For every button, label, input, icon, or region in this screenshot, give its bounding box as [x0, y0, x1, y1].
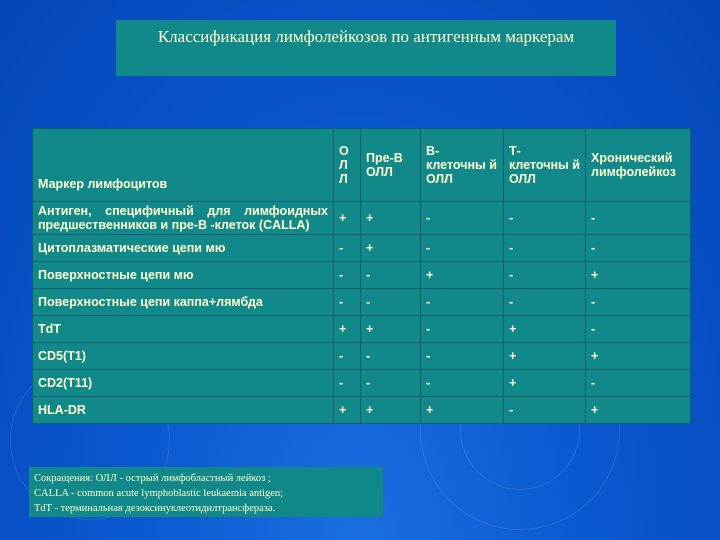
value-cell: -	[334, 370, 361, 397]
marker-cell: CD2(T11)	[33, 370, 334, 397]
marker-cell: Цитоплазматические цепи мю	[33, 235, 334, 262]
marker-cell: HLA-DR	[33, 397, 334, 424]
value-cell: +	[361, 397, 421, 424]
value-cell: -	[421, 202, 504, 235]
marker-cell: TdT	[33, 316, 334, 343]
table-row	[33, 370, 691, 397]
value-cell: -	[334, 343, 361, 370]
value-cell: -	[361, 343, 421, 370]
value-cell: +	[361, 202, 421, 235]
table-row	[33, 235, 691, 262]
value-cell: -	[586, 202, 691, 235]
slide-title: Классификация лимфолейкозов по антигенным маркерам	[116, 20, 616, 76]
value-cell: +	[334, 397, 361, 424]
marker-cell: Поверхностные цепи каппа+лямбда	[33, 289, 334, 316]
column-header: Хронический лимфолейкоз	[586, 129, 691, 202]
value-cell: -	[361, 262, 421, 289]
value-cell: +	[586, 262, 691, 289]
value-cell: -	[586, 370, 691, 397]
value-cell: +	[586, 343, 691, 370]
abbreviations-note	[29, 467, 383, 517]
value-cell: +	[361, 235, 421, 262]
table-row	[33, 397, 691, 424]
table-header-row	[33, 129, 691, 202]
value-cell: +	[504, 343, 586, 370]
value-cell: -	[421, 316, 504, 343]
note-line: CALLA - common acute lymphoblastic leukaemia antigen;	[34, 488, 284, 499]
value-cell: -	[334, 262, 361, 289]
note-line: Сокращения: ОЛЛ - острый лимфобластный лейкоз ;	[34, 473, 271, 484]
value-cell: +	[504, 316, 586, 343]
value-cell: +	[361, 316, 421, 343]
value-cell: +	[334, 316, 361, 343]
column-header: В-клеточны й ОЛЛ	[421, 129, 504, 202]
table-row	[33, 262, 691, 289]
value-cell: +	[421, 397, 504, 424]
value-cell: -	[504, 289, 586, 316]
value-cell: +	[334, 202, 361, 235]
value-cell: -	[421, 343, 504, 370]
value-cell: -	[334, 235, 361, 262]
table-row	[33, 316, 691, 343]
value-cell: -	[504, 262, 586, 289]
value-cell: -	[421, 235, 504, 262]
value-cell: -	[504, 202, 586, 235]
value-cell: -	[586, 235, 691, 262]
value-cell: -	[586, 289, 691, 316]
value-cell: +	[586, 397, 691, 424]
value-cell: +	[421, 262, 504, 289]
marker-cell: Антиген, специфичный для лимфоидных предшественников и пре-В -клеток (CALLA)	[33, 202, 334, 235]
value-cell: +	[504, 370, 586, 397]
column-header: Маркер лимфоцитов	[33, 129, 334, 202]
column-header: Пре-В ОЛЛ	[361, 129, 421, 202]
value-cell: -	[334, 289, 361, 316]
value-cell: -	[504, 397, 586, 424]
value-cell: -	[421, 289, 504, 316]
marker-cell: Поверхностные цепи мю	[33, 262, 334, 289]
value-cell: -	[586, 316, 691, 343]
value-cell: -	[421, 370, 504, 397]
table-row	[33, 289, 691, 316]
table-row	[33, 202, 691, 235]
marker-cell: CD5(T1)	[33, 343, 334, 370]
value-cell: -	[361, 370, 421, 397]
value-cell: -	[504, 235, 586, 262]
marker-table	[32, 128, 691, 424]
column-header: О Л Л	[334, 129, 361, 202]
value-cell: -	[361, 289, 421, 316]
column-header: Т-клеточны й ОЛЛ	[504, 129, 586, 202]
table-row	[33, 343, 691, 370]
note-line: TdT - терминальная дезоксинуклеотидилтрансфераза.	[34, 503, 276, 514]
